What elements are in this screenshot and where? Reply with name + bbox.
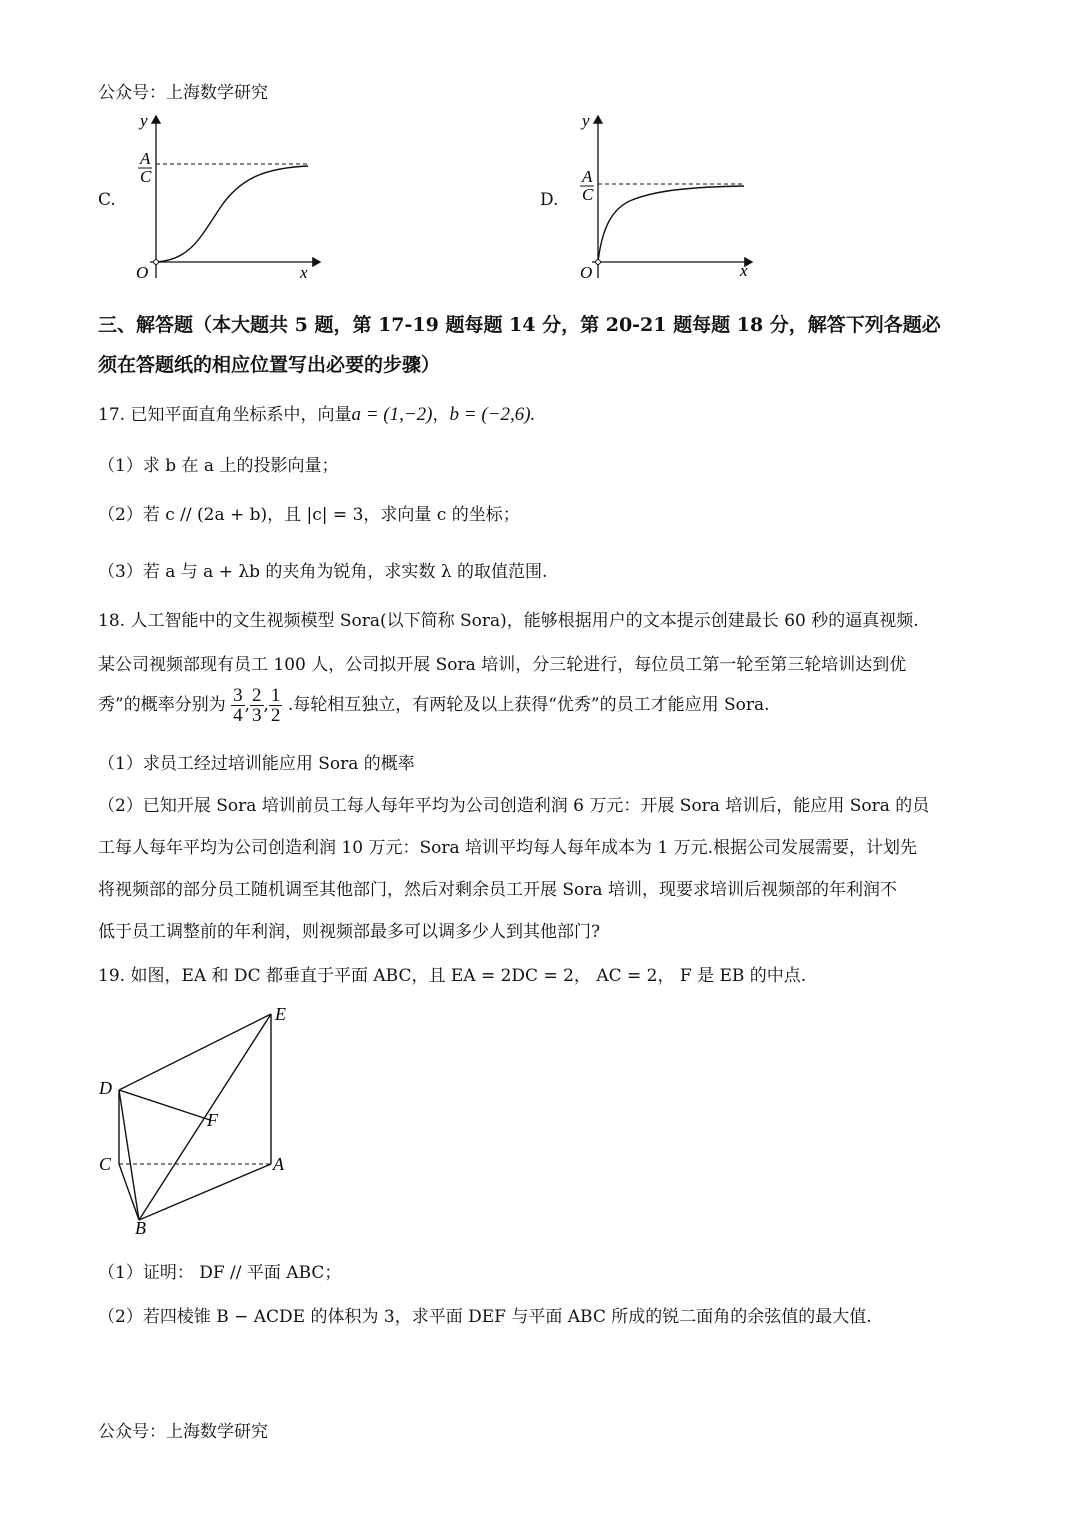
q18-part2-line3: 将视频部的部分员工随机调至其他部门，然后对剩余员工开展 Sora 培训，现要求培训后视频部的年利润不 — [98, 880, 897, 900]
c-label: C — [582, 185, 594, 204]
section-heading-line1: 三、解答题（本大题共 5 题，第 17-19 题每题 14 分，第 20-21 题每题 18 分，解答下列各题必 — [98, 314, 941, 336]
option-d-graph — [562, 108, 762, 284]
point-f-label: F — [207, 1110, 218, 1130]
option-c-label: C. — [98, 190, 116, 210]
q18-line3: 秀”的概率分别为 $\frac{3}{4}$ , $\frac{2}{3}$ , $\frac{1}{2}$ .每轮相互独立，有两轮及以上获得“优秀”的员工才能应用 Sora. — [98, 685, 770, 726]
q18-line1: 18. 人工智能中的文生视频模型 Sora(以下简称 Sora)，能够根据用户的文本提示创建最长 60 秒的逼真视频. — [98, 611, 919, 631]
point-e-label: E — [275, 1004, 286, 1024]
point-a-label: A — [273, 1154, 284, 1174]
q18-part2-line4: 低于员工调整前的年利润，则视频部最多可以调多少人到其他部门? — [98, 922, 601, 942]
q17-stem: 17. 已知平面直角坐标系中，向量a = (1,−2)，b = (−2,6). — [98, 404, 536, 425]
q17-part1: （1）求 b 在 a 上的投影向量； — [98, 456, 339, 476]
x-label: x — [740, 261, 748, 280]
q18-part2-line2: 工每人每年平均为公司创造利润 10 万元：Sora 培训平均每人每年成本为 1 万元.根据公司发展需要，计划先 — [98, 838, 918, 858]
fraction-1: $\frac{3}{4}$ — [233, 685, 243, 726]
q19-part1: （1）证明： DF // 平面 ABC； — [98, 1263, 342, 1283]
page-footer: 公众号：上海数学研究 — [98, 1422, 268, 1442]
q19-part2: （2）若四棱锥 B − ACDE 的体积为 3，求平面 DEF 与平面 ABC 所成的锐二面角的余弦值的最大值. — [98, 1307, 872, 1327]
point-d-label: D — [99, 1078, 112, 1098]
fraction-2: $\frac{2}{3}$ — [252, 685, 262, 726]
q18-part1: （1）求员工经过培训能应用 Sora 的概率 — [98, 754, 415, 774]
x-label: x — [300, 263, 308, 282]
section-heading-line2: 须在答题纸的相应位置写出必要的步骤） — [98, 354, 441, 376]
y-label: y — [582, 111, 590, 130]
curve — [156, 166, 308, 262]
curve — [598, 186, 744, 262]
point-c-label: C — [99, 1154, 112, 1174]
fraction-3: $\frac{1}{2}$ — [270, 685, 281, 726]
a-label: A — [140, 149, 151, 168]
q19-figure — [95, 998, 305, 1238]
option-c-graph — [120, 108, 330, 284]
origin-label: O — [580, 263, 593, 282]
point-b-label: B — [135, 1218, 146, 1238]
option-d-label: D. — [540, 190, 559, 210]
page-header: 公众号：上海数学研究 — [98, 83, 268, 103]
q18-line2: 某公司视频部现有员工 100 人，公司拟开展 Sora 培训，分三轮进行，每位员工第一轮至第三轮培训达到优 — [98, 655, 907, 675]
q17-part2: （2）若 c // (2a + b)，且 |c| = 3，求向量 c 的坐标； — [98, 505, 520, 525]
c-label: C — [140, 167, 152, 186]
origin-label: O — [136, 263, 149, 282]
a-label: A — [582, 167, 593, 186]
q17-part3: （3）若 a 与 a + λb 的夹角为锐角，求实数 λ 的取值范围. — [98, 562, 548, 582]
q19-stem: 19. 如图，EA 和 DC 都垂直于平面 ABC，且 EA = 2DC = 2， AC = 2， F 是 EB 的中点. — [98, 966, 807, 986]
q18-part2-line1: （2）已知开展 Sora 培训前员工每人每年平均为公司创造利润 6 万元：开展 Sora 培训后，能应用 Sora 的员 — [98, 796, 930, 816]
y-label: y — [140, 111, 148, 130]
